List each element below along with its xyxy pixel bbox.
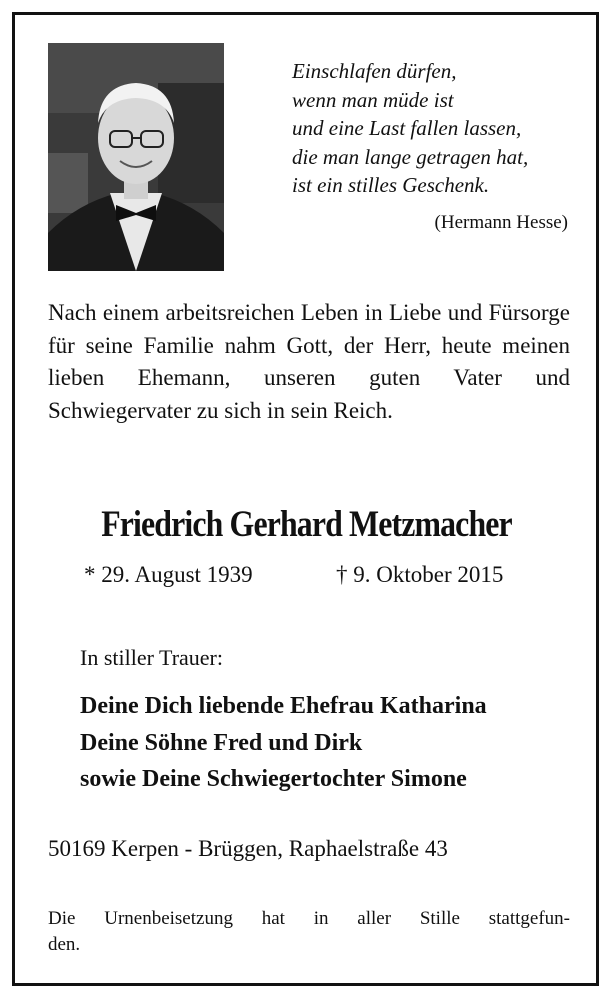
mourning-label: In stiller Trauer: — [80, 645, 223, 670]
deceased-name: Friedrich Gerhard Metzmacher — [101, 504, 512, 545]
poem-line: wenn man müde ist — [292, 87, 454, 112]
footer-note — [48, 906, 570, 958]
mourner-line: Deine Dich liebende Ehefrau Katharina — [80, 693, 487, 719]
address: 50169 Kerpen - Brüggen, Raphaelstraße 43 — [48, 836, 448, 861]
death-date: † 9. Oktober 2015 — [336, 562, 504, 587]
poem-line: und eine Last fallen lassen, — [292, 116, 522, 140]
mourner-line: Deine Söhne Fred und Dirk — [80, 729, 363, 756]
intro-text: Nach einem arbeitsreichen Leben in Liebe und Fürsorge für seine Familie nahm Gott, der Herr, heute meinen lieben Ehemann, unseren guten Vater und Schwiegervater zu sich in sein Reich. — [48, 300, 570, 423]
portrait-illustration — [48, 43, 224, 271]
poem-author: (Hermann Hesse) — [434, 212, 568, 233]
portrait-photo — [48, 43, 224, 271]
footer-line: den. — [48, 934, 81, 955]
poem-line: die man lange getragen hat, — [292, 144, 529, 169]
mourner-line: sowie Deine Schwiegertochter Simone — [80, 766, 467, 792]
poem-line: Einschlafen dürfen, — [292, 59, 457, 83]
poem-line: ist ein stilles Geschenk. — [292, 173, 490, 197]
birth-date: * 29. August 1939 — [84, 562, 253, 587]
poem — [292, 57, 528, 200]
footer-line: Die Urnenbeisetzung hat in aller Stille stattgefun- — [48, 908, 570, 929]
mourners-list — [80, 688, 487, 798]
